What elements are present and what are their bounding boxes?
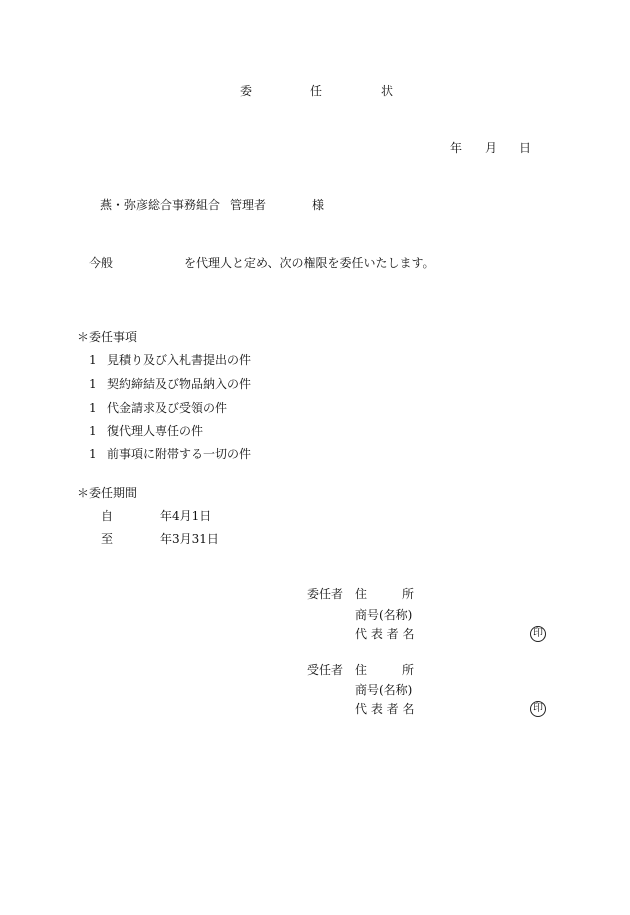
delegator-company-label: 商号(名称): [355, 608, 413, 622]
delegator-address-char-1: 住: [355, 587, 368, 601]
date-day: 日: [519, 141, 532, 155]
delegate-company-label: 商号(名称): [355, 683, 413, 697]
intro-body: を代理人と定め、次の権限を委任いたします。: [184, 256, 435, 270]
period-to-value: 年3月31日: [160, 532, 219, 546]
delegation-item-num: 1: [89, 447, 97, 461]
delegation-item-num: 1: [89, 377, 97, 391]
delegation-item-text: 前事項に附帯する一切の件: [107, 447, 252, 461]
period-to-label: 至: [101, 532, 114, 546]
delegation-item-text: 復代理人専任の件: [107, 424, 204, 438]
title-char-3: 状: [381, 84, 394, 98]
delegate-representative-label: 代 表 者 名: [355, 702, 415, 716]
delegation-heading: ＊委任事項: [77, 330, 138, 344]
addressee-role: 管理者: [230, 198, 267, 212]
delegator-representative-label: 代 表 者 名: [355, 627, 415, 641]
period-from-value: 年4月1日: [160, 509, 212, 523]
delegate-address-char-1: 住: [355, 663, 368, 677]
delegator-seal-icon: 印: [530, 626, 546, 642]
delegate-label: 受任者: [307, 663, 344, 677]
delegation-item-text: 契約締結及び物品納入の件: [107, 377, 252, 391]
period-from-label: 自: [101, 509, 114, 523]
delegation-item-num: 1: [89, 401, 97, 415]
delegation-item-text: 代金請求及び受領の件: [107, 401, 228, 415]
intro-lead: 今般: [89, 256, 114, 270]
delegate-address-char-2: 所: [402, 663, 415, 677]
date-month: 月: [485, 141, 498, 155]
title-char-2: 任: [310, 84, 323, 98]
delegation-item-num: 1: [89, 424, 97, 438]
delegate-seal-icon: 印: [530, 701, 546, 717]
period-heading: ＊委任期間: [77, 486, 138, 500]
addressee-org: 燕・弥彦総合事務組合: [100, 198, 221, 212]
delegation-item-num: 1: [89, 353, 97, 367]
delegator-label: 委任者: [307, 587, 344, 601]
title-char-1: 委: [240, 84, 253, 98]
date-year: 年: [450, 141, 463, 155]
delegation-item-text: 見積り及び入札書提出の件: [107, 353, 252, 367]
delegator-address-char-2: 所: [402, 587, 415, 601]
addressee-honorific: 様: [312, 198, 325, 212]
